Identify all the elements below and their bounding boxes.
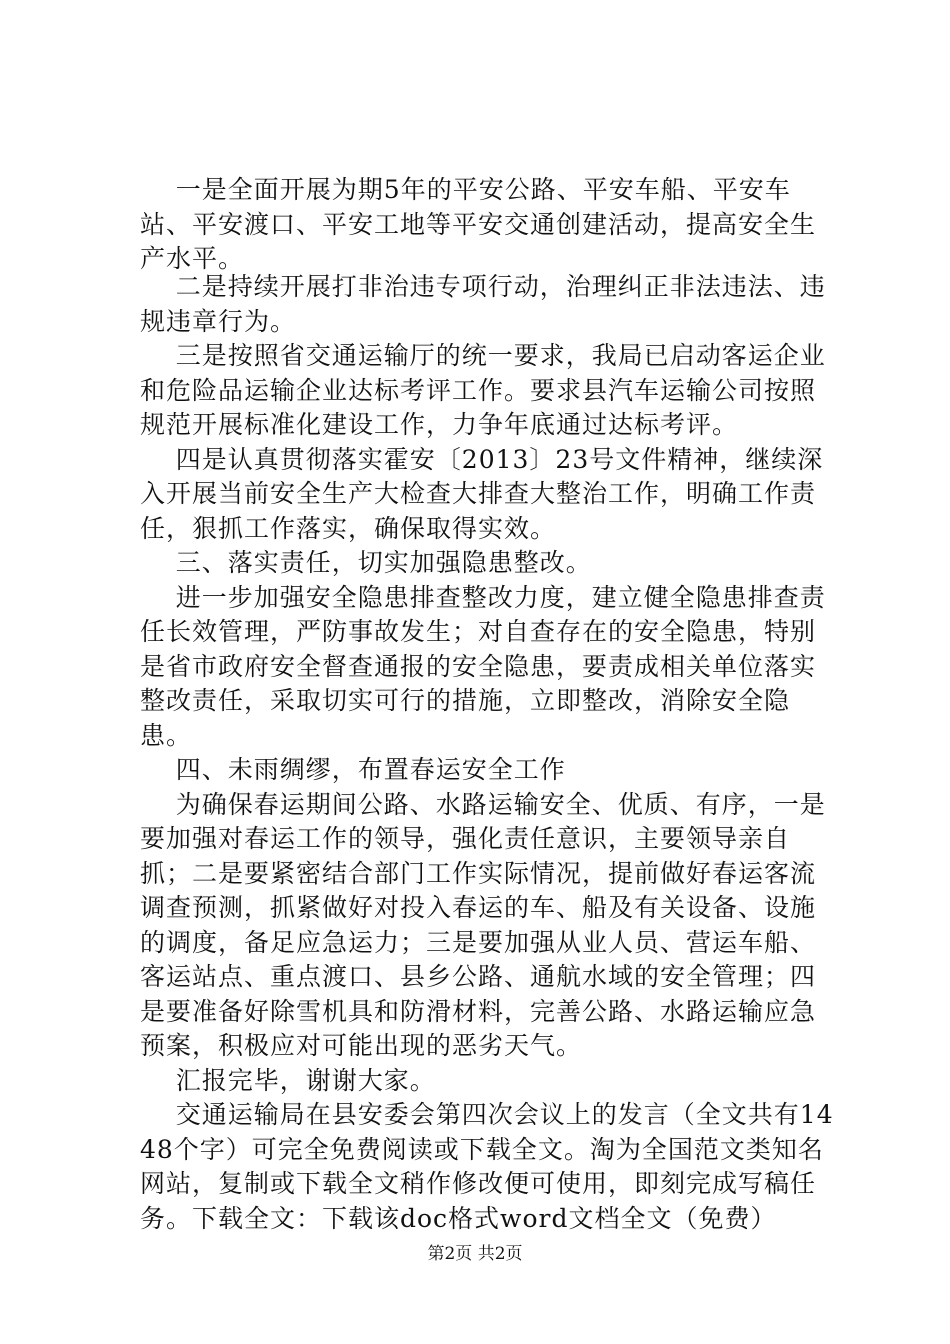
paragraph-safety-campaign: 一是全面开展为期5年的平安公路、平安车船、平安车站、平安渡口、平安工地等平安交通创建活动，提高安全生产水平。: [140, 175, 817, 273]
page-number-footer: 第2页 共2页: [427, 1244, 523, 1264]
document-body-text: 二是持续开展打非治违专项行动，治理纠正非法违法、违规违章行为。 三是按照省交通运输厅的统一要求，我局已启动客运企业和危险品运输企业达标考评工作。要求县汽车运输公司按照规范开展标准化建设工作，力争年底通过达标考评。 四是认真贯彻落实霍安〔2013〕23号文件精神，继续深入开展当前安全生产大检查大排查大整治工作，明确工作责任，狠抓工作落实，确保取得实效。 三、落实责任，切实加强隐患整改。 进一步加强安全隐患排查整改力度，建立健全隐患排查责任长效管理，严防事故发生；对自查存在的安全隐患，特别是省市政府安全督查通报的安全隐患，要责成相关单位落实整改责任，采取切实可行的措施，立即整改，消除安全隐患。 四、未雨绸缪，布置春运安全工作 为确保春运期间公路、水路运输安全、优质、有序，一是要加强对春运工作的领导，强化责任意识，主要领导亲自抓；二是要紧密结合部门工作实际情况，提前做好春运客流调查预测，抓紧做好对投入春运的车、船及有关设备、设施的调度，备足应急运力；三是要加强从业人员、营运车船、客运站点、重点渡口、县乡公路、通航水域的安全管理；四是要准备好除雪机具和防滑材料，完善公路、水路运输应急预案，积极应对可能出现的恶劣天气。 汇报完毕，谢谢大家。 交通运输局在县安委会第四次会议上的发言（全文共有1448个字）可完全免费阅读或下载全文。淘为全国范文类知名网站，复制或下载全文稍作修改便可使用，即刻完成写稿任务。下载全文：下载该doc格式word文档全文（免费）: [140, 272, 834, 1233]
